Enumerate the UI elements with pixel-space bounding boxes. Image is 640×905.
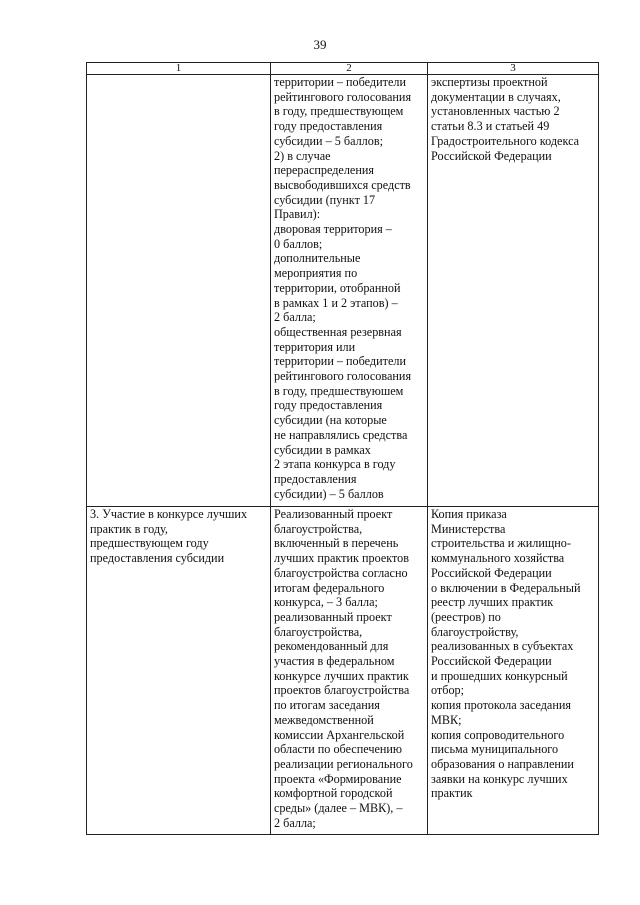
cell-text-line: благоустройства, (274, 521, 363, 536)
cell-text-line: итогам федерального (274, 580, 385, 595)
cell-text-line: о включении в Федеральный (431, 580, 581, 595)
cell-text-line: межведомственной (274, 712, 374, 727)
cell-text-line: Российской Федерации (431, 654, 552, 669)
cell-text-line: субсидии – 5 баллов; (274, 133, 384, 148)
cell-text-line: благоустройства согласно (274, 565, 408, 580)
cell-text-line: практик в году, (90, 521, 168, 536)
cell-text-line: включенный в перечень (274, 536, 399, 551)
cell-text-line: конкурсе лучших практик (274, 668, 409, 683)
cell-text-line: благоустройства, (274, 624, 363, 639)
cell-text-line: заявки на конкурс лучших (431, 771, 568, 786)
cell-text-line: отбор; (431, 683, 465, 698)
criterion-cell (87, 507, 271, 835)
cell-text-line: Реализованный проект (274, 507, 393, 521)
cell-text-line: предоставления (274, 471, 357, 486)
cell-text-line: участия в федеральном (274, 654, 395, 669)
cell-text-line: дополнительные (274, 251, 361, 266)
cell-text-line: МВК; (431, 712, 462, 727)
cell-text-line: территории, отобранной (274, 280, 401, 295)
cell-text-line: не направлялись средства (274, 427, 408, 442)
cell-text-line: Градостроительного кодекса (431, 133, 580, 148)
documents-cell (428, 75, 599, 507)
cell-text-line: Российской Федерации (431, 565, 552, 580)
cell-text-line: территория или (274, 339, 356, 354)
table-row (87, 75, 599, 507)
cell-text-line: копия протокола заседания (431, 698, 571, 713)
cell-text-line: Российской Федерации (431, 148, 552, 163)
cell-text-line: в году, предшествующем (274, 104, 404, 119)
cell-text-line: дворовая территория – (274, 222, 392, 237)
cell-text-line: субсидии (пункт 17 (274, 192, 376, 207)
cell-text-line: в году, предшествуюшем (274, 383, 404, 398)
scoring-cell (271, 507, 428, 835)
cell-text-line: комиссии Архангельской (274, 727, 405, 742)
cell-text-line: предшествующем году (90, 536, 209, 551)
cell-text-line: области по обеспечению (274, 742, 403, 757)
cell-text-line: лучших практик проектов (274, 551, 409, 566)
cell-text-line: 2 балла; (274, 310, 316, 325)
cell-text-line: Копия приказа (431, 507, 507, 521)
cell-text-line: проектов благоустройства (274, 683, 410, 698)
cell-text-line: территории – победители (274, 354, 406, 369)
cell-text-line: в рамках 1 и 2 этапов) – (274, 295, 398, 310)
table-row (87, 507, 599, 835)
cell-text-line: письма муниципального (431, 742, 559, 757)
cell-text-line: высвободившихся средств (274, 177, 411, 192)
cell-text-line: субсидии в рамках (274, 442, 371, 457)
cell-text-line: по итогам заседания (274, 698, 380, 713)
cell-text-line: статьи 8.3 и статьей 49 (431, 119, 550, 134)
column-number-3: 3 (428, 63, 599, 75)
documents-cell (428, 507, 599, 835)
cell-text-line: проекта «Формирование (274, 771, 402, 786)
cell-text-line: среды» (далее – МВК), – (274, 801, 403, 816)
cell-text-line: экспертизы проектной (431, 75, 548, 89)
cell-text-line: строительства и жилищно- (431, 536, 571, 551)
cell-text-line: установленных частью 2 (431, 104, 560, 119)
cell-text-line: 2 этапа конкурса в году (274, 457, 396, 472)
cell-text-line: рекомендованный для (274, 639, 389, 654)
column-number-1: 1 (87, 63, 271, 75)
cell-text-line: коммунального хозяйства (431, 551, 565, 566)
cell-text-line: территории – победители (274, 75, 406, 89)
table-header-row (87, 63, 599, 75)
cell-text-line: комфортной городской (274, 786, 393, 801)
cell-text-line: образования о направлении (431, 756, 574, 771)
cell-text-line: 0 баллов; (274, 236, 323, 251)
cell-text-line: перераспределения (274, 163, 374, 178)
cell-text-line: практик (431, 786, 473, 801)
cell-text-line: 2 балла; (274, 815, 316, 830)
cell-text-line: реализованный проект (274, 609, 392, 624)
cell-text-line: документации в случаях, (431, 89, 561, 104)
column-number-2: 2 (271, 63, 428, 75)
cell-text-line: и прошедших конкурсный (431, 668, 568, 683)
cell-text-line: году предоставления (274, 398, 383, 413)
cell-text-line: субсидии (на которые (274, 413, 387, 428)
cell-text-line: субсидии) – 5 баллов (274, 486, 384, 501)
cell-text-line: рейтингового голосования (274, 369, 412, 384)
cell-text-line: Министерства (431, 521, 506, 536)
cell-text-line: благоустройству, (431, 624, 519, 639)
cell-text-line: 2) в случае (274, 148, 331, 163)
cell-text-line: рейтингового голосования (274, 89, 412, 104)
cell-text-line: 3. Участие в конкурсе лучших (90, 507, 248, 521)
scoring-cell (271, 75, 428, 507)
criterion-cell (87, 75, 271, 507)
cell-text-line: копия сопроводительного (431, 727, 565, 742)
cell-text-line: предоставления субсидии (90, 551, 225, 566)
cell-text-line: Правил): (274, 207, 321, 222)
cell-text-line: реализованных в субъектах (431, 639, 574, 654)
cell-text-line: конкурса, – 3 балла; (274, 595, 378, 610)
cell-text-line: году предоставления (274, 119, 383, 134)
criteria-table (86, 62, 599, 835)
cell-text-line: реестр лучших практик (431, 595, 554, 610)
cell-text-line: общественная резервная (274, 324, 402, 339)
cell-text-line: мероприятия по (274, 266, 358, 281)
cell-text-line: реализации регионального (274, 756, 413, 771)
page-number: 39 (313, 37, 327, 52)
cell-text-line: (реестров) по (431, 609, 501, 624)
